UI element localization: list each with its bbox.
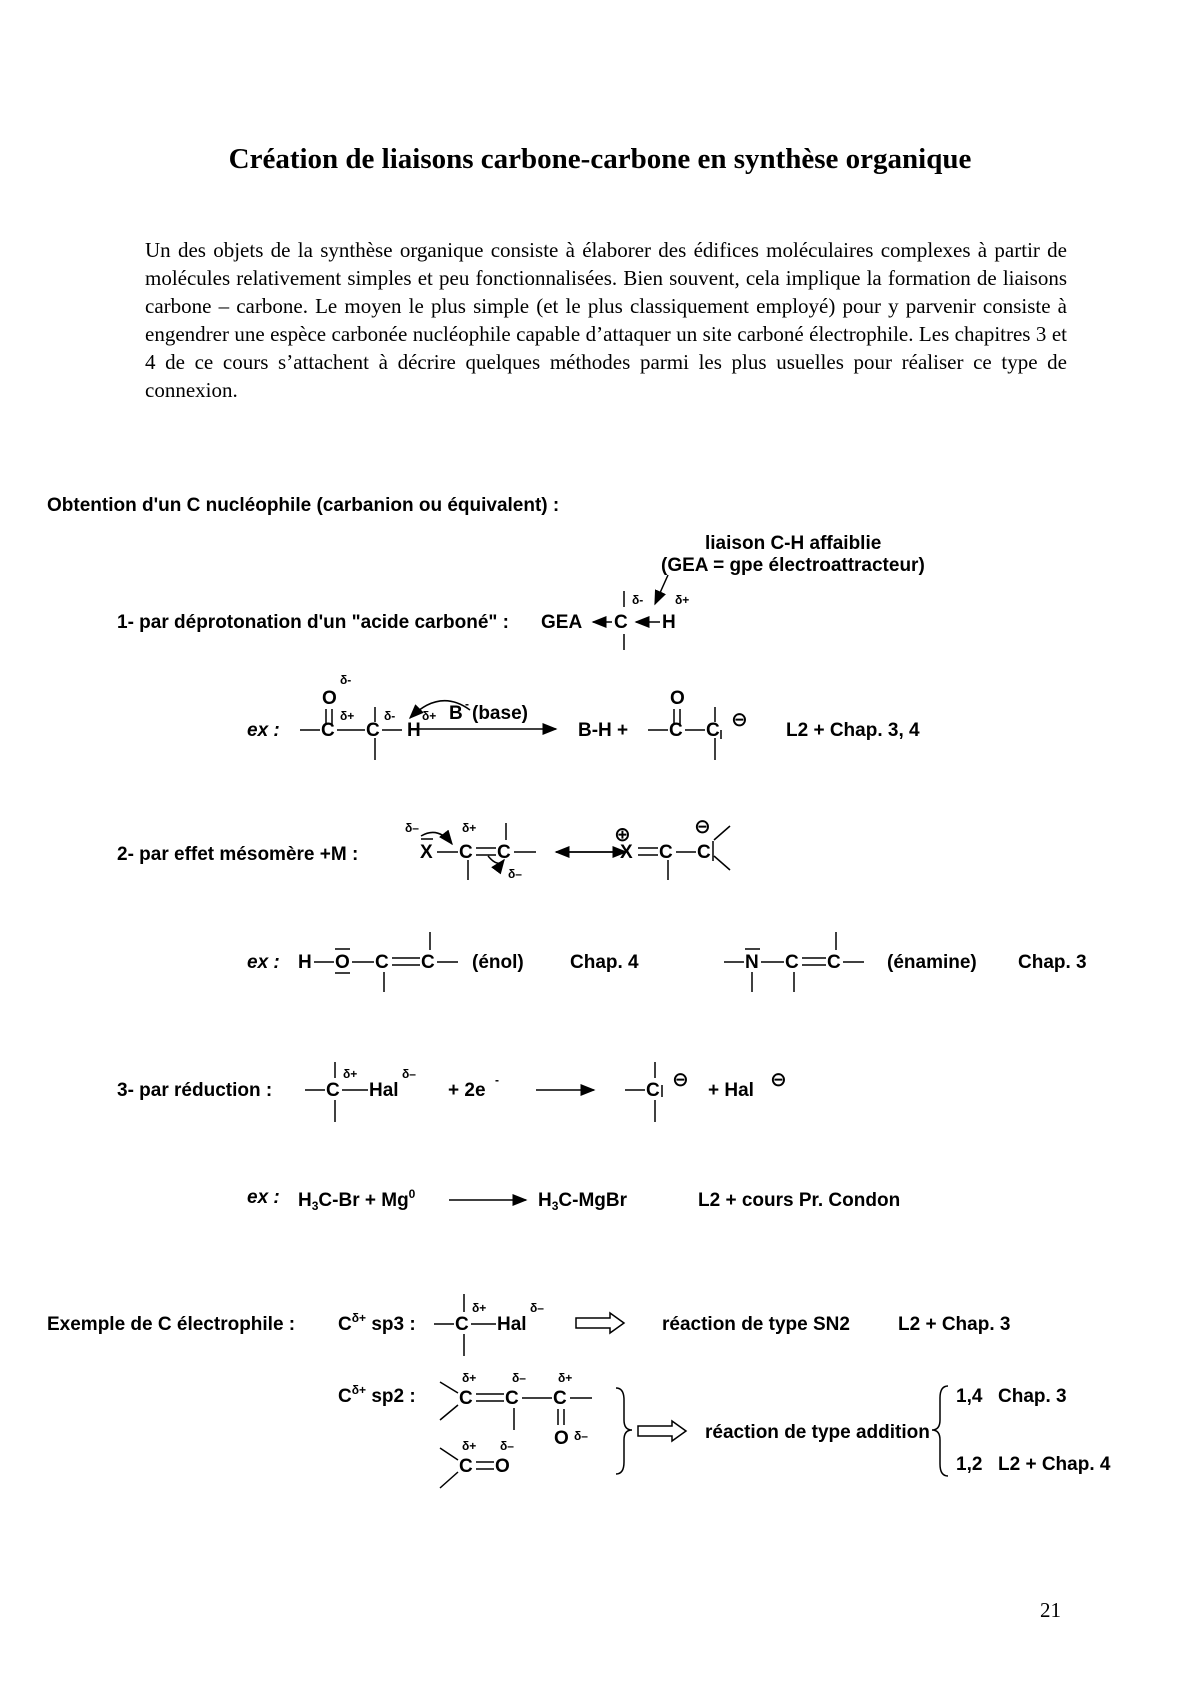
product-grignard: $H_3C$-MgBr <box>538 1190 628 1213</box>
halogen: Hal <box>369 1080 399 1101</box>
hydrogen-atom: H <box>298 952 312 973</box>
method-3-label: 3- par réduction : <box>117 1080 273 1101</box>
bond <box>440 1472 458 1488</box>
carbon-atom: C <box>421 952 435 973</box>
sn2-label: réaction de type SN2 <box>662 1314 850 1335</box>
delta-minus: δ– <box>508 867 522 881</box>
nitrogen-atom: N <box>745 952 759 973</box>
intro-paragraph: Un des objets de la synthèse organique consiste à élaborer des édifices moléculaires complexes à partir de molécules relativement simples et peu fonctionnalisées. Bien souvent, cela implique la formation de liaisons carbone – carbone. Le moyen le plus simple (et le plus classiquement employé) pour y parvenir consiste à engendrer une espèce carbonée nucléophile capable d’attaquer un site carboné électrophile. Les chapitres 3 et 4 de ce cours s’attachent à décrire quelques méthodes parmi les plus usuelles pour réaliser ce type de connexion. <box>145 238 1067 402</box>
carbon-atom: C <box>326 1080 340 1101</box>
carbon-atom: C <box>375 952 389 973</box>
method-2-label: 2- par effet mésomère +M : <box>117 844 359 865</box>
bond <box>440 1448 458 1460</box>
carbon-atom: C <box>321 720 335 741</box>
base-label: (base) <box>472 703 528 724</box>
delta-plus: δ+ <box>462 821 477 835</box>
carbon-atom: C <box>505 1388 519 1409</box>
oxygen-atom: O <box>670 688 685 709</box>
right-brace-icon <box>616 1388 632 1474</box>
reference-3: L2 + cours Pr. Condon <box>698 1190 901 1211</box>
addition-1-2-reference: L2 + Chap. 4 <box>998 1454 1111 1475</box>
oxygen-atom: O <box>495 1456 510 1477</box>
ex-label: ex : <box>247 720 280 741</box>
carbanion-carbon: C <box>646 1080 660 1101</box>
negative-charge-icon: ⊖ <box>694 816 711 838</box>
negative-charge: - <box>465 697 469 711</box>
carbon-atom: C <box>827 952 841 973</box>
hydrogen-atom: H <box>407 720 421 741</box>
hydrogen-atom: H <box>662 612 676 633</box>
oxygen-atom: O <box>554 1428 569 1449</box>
implies-arrow-icon <box>638 1421 686 1441</box>
delta-minus: δ- <box>632 593 644 607</box>
delta-plus: δ+ <box>472 1301 487 1315</box>
delta-minus: δ– <box>512 1371 526 1385</box>
oxygen-atom: O <box>322 688 337 709</box>
delta-plus: δ+ <box>462 1371 477 1385</box>
addition-1-4-reference: Chap. 3 <box>998 1386 1067 1407</box>
heteroatom-x: X <box>420 842 433 863</box>
gea-group: GEA <box>541 612 583 633</box>
delta-plus: δ+ <box>462 1439 477 1453</box>
carbon-atom: C <box>366 720 380 741</box>
positive-charge-icon: ⊕ <box>614 824 631 846</box>
carbon-atom: C <box>785 952 799 973</box>
delta-plus: δ+ <box>422 709 437 723</box>
gea-note-definition: (GEA = gpe électroattracteur) <box>661 555 925 576</box>
carbanion-carbon: C <box>706 720 720 741</box>
delta-minus: δ– <box>530 1301 544 1315</box>
delta-plus: δ+ <box>558 1371 573 1385</box>
carbanion-carbon: C <box>697 842 711 863</box>
delta-minus: δ– <box>402 1067 416 1081</box>
note-arrow <box>655 575 668 604</box>
bond <box>440 1382 458 1393</box>
method-1-label: 1- par déprotonation d'un "acide carboné" : <box>117 612 510 633</box>
enol-label: (énol) <box>472 952 524 973</box>
chap4-ref: Chap. 4 <box>570 952 639 973</box>
base-atom: B <box>449 703 463 724</box>
ex-label: ex : <box>247 1187 280 1208</box>
delta-plus: δ+ <box>340 709 355 723</box>
reference-1: L2 + Chap. 3, 4 <box>786 720 920 741</box>
page-title: Création de liaisons carbone-carbone en synthèse organique <box>228 143 972 175</box>
negative-charge-icon: ⊖ <box>770 1069 787 1091</box>
implies-arrow-icon <box>576 1313 624 1333</box>
carbon-sp2-label: $C^{\delta+}$ sp2 : <box>338 1383 416 1407</box>
bond <box>714 856 730 870</box>
carbon-atom: C <box>459 1456 473 1477</box>
delta-minus: δ– <box>405 821 419 835</box>
delta-minus: δ- <box>340 673 352 687</box>
halogen: Hal <box>497 1314 527 1335</box>
ex-label: ex : <box>247 952 280 973</box>
carbon-atom: C <box>659 842 673 863</box>
delta-minus: δ– <box>500 1439 514 1453</box>
reagent-methyl-bromide: $H_3C-Br + Mg^0$ <box>298 1187 416 1213</box>
addition-label: réaction de type addition <box>705 1422 930 1443</box>
carbon-atom: C <box>459 1388 473 1409</box>
negative-charge-icon: ⊖ <box>731 709 748 731</box>
delta-minus: δ– <box>574 1429 588 1443</box>
carbon-atom: C <box>459 842 473 863</box>
negative-charge-icon: ⊖ <box>672 1069 689 1091</box>
chap3-ref: Chap. 3 <box>1018 952 1087 973</box>
bond <box>714 826 730 840</box>
delta-plus: δ+ <box>675 593 690 607</box>
sn2-reference: L2 + Chap. 3 <box>898 1314 1011 1335</box>
heteroatom-x: X <box>620 842 633 863</box>
delta-plus: δ+ <box>343 1067 358 1081</box>
bh-plus: B-H + <box>578 720 629 741</box>
page-number: 21 <box>1040 1598 1061 1622</box>
negative-charge: - <box>495 1073 499 1087</box>
left-brace-icon <box>932 1386 948 1476</box>
bond <box>440 1405 458 1420</box>
carbon-atom: C <box>614 612 628 633</box>
addition-1-2: 1,2 <box>956 1454 983 1475</box>
enamine-label: (énamine) <box>887 952 977 973</box>
carbon-atom: C <box>455 1314 469 1335</box>
section-electrophile-heading: Exemple de C électrophile : <box>47 1314 296 1335</box>
carbon-atom: C <box>553 1388 567 1409</box>
carbon-atom: C <box>669 720 683 741</box>
section-nucleophile-heading: Obtention d'un C nucléophile (carbanion ou équivalent) : <box>47 495 560 516</box>
gea-note-weakened-bond: liaison C-H affaiblie <box>705 533 882 554</box>
addition-1-4: 1,4 <box>956 1386 983 1407</box>
oxygen-atom: O <box>335 952 350 973</box>
carbon-sp3-label: $C^{\delta+}$ sp3 : <box>338 1311 416 1335</box>
plus-halide: + Hal <box>708 1080 754 1101</box>
carbon-atom: C <box>497 842 511 863</box>
delta-minus: δ- <box>384 709 396 723</box>
two-electrons: + 2e <box>448 1080 486 1101</box>
